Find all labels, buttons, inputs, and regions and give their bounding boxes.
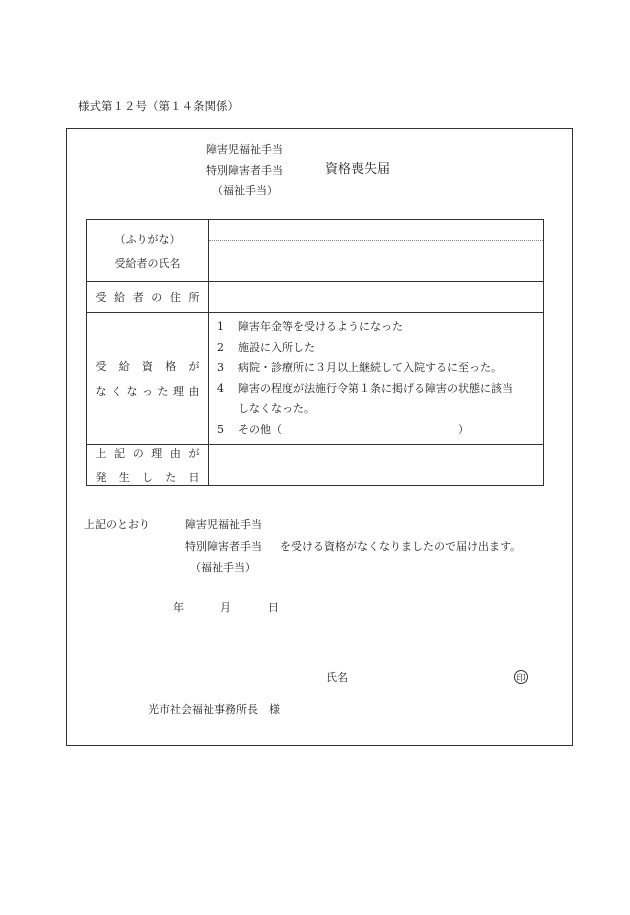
declaration-suffix: を受ける資格がなくなりましたので届け出ます。 [280,540,522,553]
label-char: 資 [142,360,153,373]
reason-list-cell [209,313,544,445]
label-char: 給 [114,291,126,304]
label-char: が [188,447,200,460]
furigana-label: （ふりがな） [114,232,181,246]
form-title: 資格喪失届 [325,162,391,177]
label-char: 給 [118,360,130,373]
reason-text: 障害の程度が法施行令第１条に掲げる障害の状態に該当 [238,381,513,395]
label-char: く [111,385,122,398]
label-char: 発 [95,471,107,484]
recipient-name-label-cell [87,220,209,282]
recipient-name-field[interactable] [209,241,543,281]
recipient-address-label-cell [87,282,209,313]
label-char: 由 [169,447,181,460]
label-char: 所 [188,291,200,304]
label-char: 格 [165,360,177,373]
label-char: な [95,385,107,398]
recipient-name-label: 受給者の氏名 [114,256,181,270]
occurrence-date-field[interactable] [209,445,544,486]
seal-mark: 印 [514,670,528,684]
label-char: 由 [188,385,200,398]
declaration-allowance-1: 障害児福祉手当 [185,518,262,531]
label-char: 生 [118,471,130,484]
reason-label-line1 [96,358,200,374]
label-char: 住 [169,291,181,304]
reason-item [217,399,543,420]
name-label: 氏名 [326,671,348,684]
title-allowance-1: 障害児福祉手当 [206,143,283,156]
reason-list [209,313,543,444]
label-char: な [126,385,138,398]
label-char: 日 [188,471,200,484]
reason-number: 3 [217,361,224,374]
label-char: の [132,447,144,460]
addressee: 光市社会福祉事務所長 様 [148,703,280,716]
declaration-allowance-3: （福祉手当） [190,561,256,574]
reason-text: 病院・診療所に３月以上継続して入院するに至った。 [238,361,502,374]
label-char: 受 [95,360,107,373]
label-char: 理 [151,447,163,460]
title-allowance-2: 特別障害者手当 [206,164,283,177]
reason-number: 5 [217,422,224,436]
furigana-field[interactable] [209,220,543,241]
date-month-label: 月 [220,601,231,614]
reason-number: 4 [217,381,224,395]
recipient-name-cell[interactable] [209,220,544,282]
occurrence-date-label-cell [87,445,209,486]
reason-number [217,399,238,420]
label-char: た [165,471,177,484]
reason-number: 1 [217,320,224,333]
reason-item [217,379,543,400]
label-char: 理 [173,385,184,398]
label-char: 上 [95,447,107,460]
label-char: 者 [132,291,144,304]
recipient-address-field[interactable] [209,282,544,313]
title-allowance-3: （福祉手当） [212,184,278,197]
occurrence-label-line1 [96,445,200,461]
recipient-address-label [96,289,200,305]
label-char: っ [142,385,153,398]
label-char: し [142,471,153,484]
occurrence-label-line2 [96,469,200,485]
reason-text: 障害年金等を受けるようになった [238,320,403,333]
reason-text: しなくなった。 [238,402,315,415]
label-char: の [151,291,163,304]
label-char: た [157,385,169,398]
label-char: 記 [114,447,126,460]
label-char: が [188,360,200,373]
reason-item [217,338,543,359]
reason-item [217,358,543,379]
reason-number: 2 [217,340,224,354]
label-char: 受 [95,291,107,304]
reason-label-line2 [96,383,200,399]
declaration-prefix: 上記のとおり [84,518,150,531]
date-year-label: 年 [173,601,184,614]
form-table [86,219,544,486]
reason-text: その他（ ） [238,422,469,436]
form-number: 様式第１２号（第１４条関係） [78,99,239,113]
declaration-allowance-2: 特別障害者手当 [185,540,262,553]
reason-item [217,317,543,338]
reason-text: 施設に入所した [238,340,315,354]
reason-item [217,420,543,441]
reason-label-cell [87,313,209,445]
date-day-label: 日 [268,601,279,614]
